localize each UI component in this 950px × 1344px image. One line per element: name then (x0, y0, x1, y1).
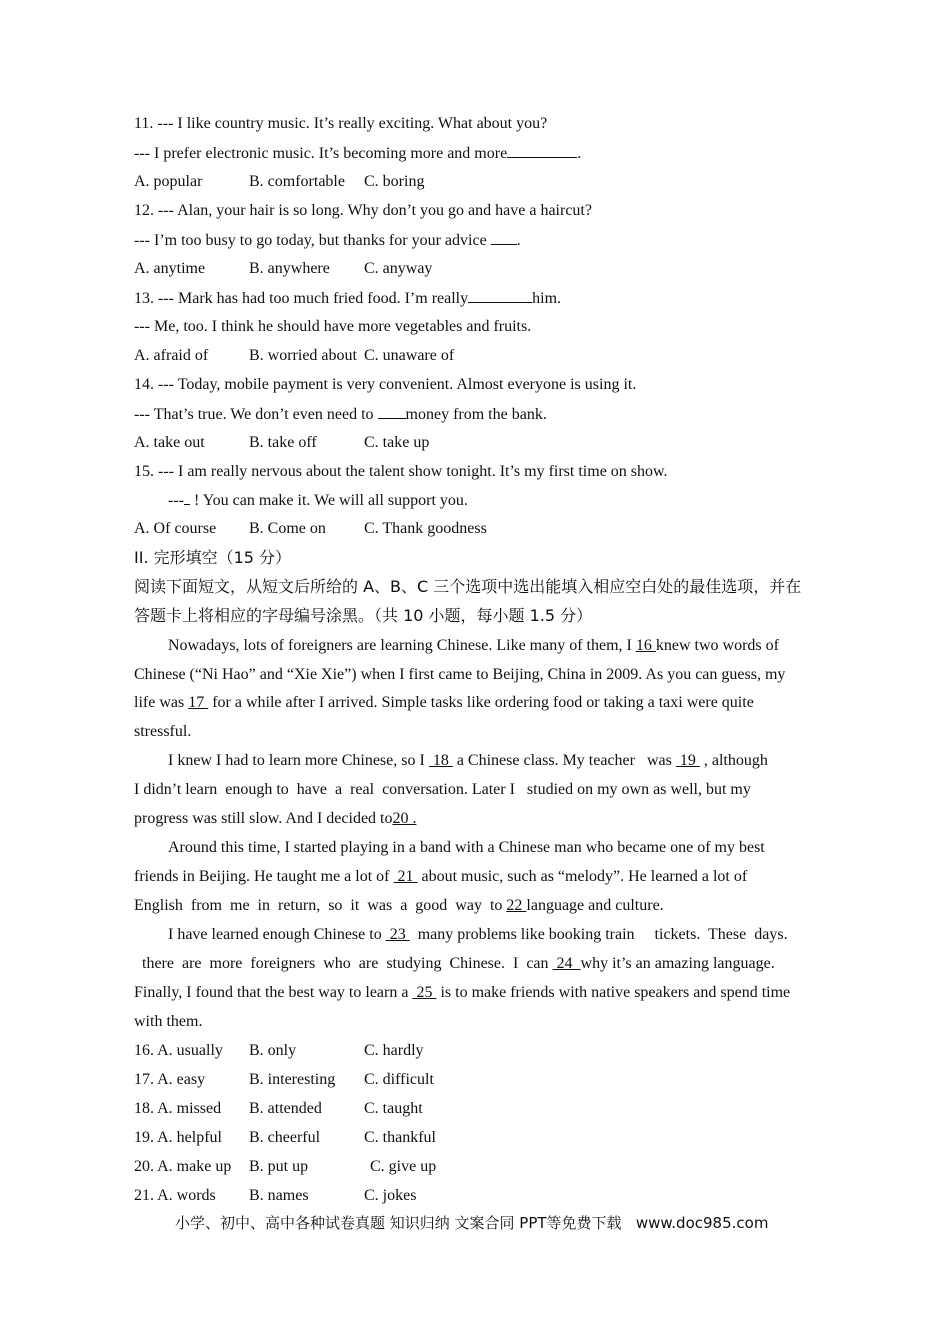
q15-reply: --- ! You can make it. We will all support you. (168, 492, 468, 509)
answer-blank (378, 404, 406, 419)
q13-option-a: A. afraid of (134, 347, 209, 364)
q12-stem: 12. --- Alan, your hair is so long. Why don’t you go and have a haircut? (134, 202, 592, 219)
q12-option-c: C. anyway (364, 260, 433, 277)
q14-option-b: B. take off (249, 434, 317, 451)
cloze-18-option-c: C. taught (364, 1100, 423, 1117)
cloze-21-option-c: C. jokes (364, 1187, 417, 1204)
passage-line: Finally, I found that the best way to learn a 25 is to make friends with native speakers and spend time (134, 984, 791, 1001)
cloze-17-option-b: B. interesting (249, 1071, 336, 1088)
passage-line: Chinese (“Ni Hao” and “Xie Xie”) when I first came to Beijing, China in 2009. As you can guess, my (134, 666, 786, 683)
passage-line: progress was still slow. And I decided to20 . (134, 810, 417, 827)
q15-option-b: B. Come on (249, 520, 326, 537)
blank-18: 18 (428, 752, 453, 769)
blank-19: 19 (675, 752, 700, 769)
blank-16: 16 (635, 637, 656, 654)
q12-reply: --- I’m too busy to go today, but thanks for your advice . (134, 232, 521, 249)
passage-line: stressful. (134, 723, 192, 740)
blank-23: 23 (385, 926, 410, 943)
q11-option-b: B. comfortable (249, 173, 345, 190)
cloze-20-option-c: C. give up (370, 1158, 437, 1175)
q13-option-b: B. worried about (249, 347, 357, 364)
cloze-17-option-c: C. difficult (364, 1071, 434, 1088)
section-instructions-2: 答题卡上将相应的字母编号涂黑。（共 10 小题，每小题 1.5 分） (134, 606, 593, 625)
q15-option-a: A. Of course (134, 520, 217, 537)
answer-blank (491, 230, 517, 245)
cloze-18-option-a: 18. A. missed (134, 1100, 222, 1117)
blank-17: 17 (188, 694, 209, 711)
passage-line: life was 17 for a while after I arrived. Simple tasks like ordering food or taking a taxi were quite (134, 694, 754, 711)
passage-line: I knew I had to learn more Chinese, so I 18 a Chinese class. My teacher was 19 , although (168, 752, 768, 769)
cloze-19-option-a: 19. A. helpful (134, 1129, 222, 1146)
cloze-19-option-b: B. cheerful (249, 1129, 321, 1146)
q13-reply: --- Me, too. I think he should have more vegetables and fruits. (134, 318, 532, 335)
answer-blank (507, 143, 577, 158)
q11-stem: 11. --- I like country music. It’s really exciting. What about you? (134, 115, 548, 132)
passage-line: Around this time, I started playing in a band with a Chinese man who became one of my best (168, 839, 765, 856)
q14-option-c: C. take up (364, 434, 430, 451)
answer-blank (468, 288, 532, 303)
passage-line: with them. (134, 1013, 203, 1030)
blank-21: 21 (393, 868, 418, 885)
passage-line: friends in Beijing. He taught me a lot of 21 about music, such as “melody”. He learned a lot of (134, 868, 748, 885)
q11-option-c: C. boring (364, 173, 425, 190)
cloze-16-option-a: 16. A. usually (134, 1042, 223, 1059)
passage-line: I have learned enough Chinese to 23 many problems like booking train tickets. These days. (168, 926, 788, 943)
q11-option-a: A. popular (134, 173, 203, 190)
cloze-17-option-a: 17. A. easy (134, 1071, 206, 1088)
cloze-16-option-c: C. hardly (364, 1042, 424, 1059)
q14-stem: 14. --- Today, mobile payment is very convenient. Almost everyone is using it. (134, 376, 637, 393)
q15-option-c: C. Thank goodness (364, 520, 487, 537)
cloze-20-option-a: 20. A. make up (134, 1158, 232, 1175)
cloze-20-option-b: B. put up (249, 1158, 309, 1175)
footer-watermark: 小学、初中、高中各种试卷真题 知识归纳 文案合同 PPT等免费下载 www.doc985.com (175, 1214, 769, 1232)
cloze-18-option-b: B. attended (249, 1100, 322, 1117)
q13-stem: 13. --- Mark has had too much fried food. I’m really him. (134, 290, 562, 307)
q15-stem: 15. --- I am really nervous about the talent show tonight. It’s my first time on show. (134, 463, 668, 480)
cloze-19-option-c: C. thankful (364, 1129, 436, 1146)
blank-25: 25 (412, 984, 437, 1001)
q14-option-a: A. take out (134, 434, 205, 451)
passage-line: English from me in return, so it was a good way to 22 language and culture. (134, 897, 664, 914)
q13-option-c: C. unaware of (364, 347, 455, 364)
cloze-21-option-a: 21. A. words (134, 1187, 216, 1204)
q12-option-b: B. anywhere (249, 260, 330, 277)
cloze-21-option-b: B. names (249, 1187, 309, 1204)
section-instructions-1: 阅读下面短文，从短文后所给的 A、B、C 三个选项中选出能填入相应空白处的最佳选项，并在 (134, 577, 802, 596)
q14-reply: --- That’s true. We don’t even need to money from the bank. (134, 406, 547, 423)
blank-24: 24 (552, 955, 581, 972)
q11-reply: --- I prefer electronic music. It’s becoming more and more . (134, 145, 582, 162)
passage-line: there are more foreigners who are studying Chinese. I can 24 why it’s an amazing language. (134, 955, 775, 972)
cloze-16-option-b: B. only (249, 1042, 297, 1059)
section-title: II. 完形填空（15 分） (134, 548, 292, 567)
passage-line: Nowadays, lots of foreigners are learning Chinese. Like many of them, I 16 knew two words of (168, 637, 779, 654)
passage-line: I didn’t learn enough to have a real conversation. Later I studied on my own as well, but my (134, 781, 751, 798)
q12-option-a: A. anytime (134, 260, 206, 277)
blank-22: 22 (506, 897, 527, 914)
blank-20: 20 . (392, 810, 417, 827)
